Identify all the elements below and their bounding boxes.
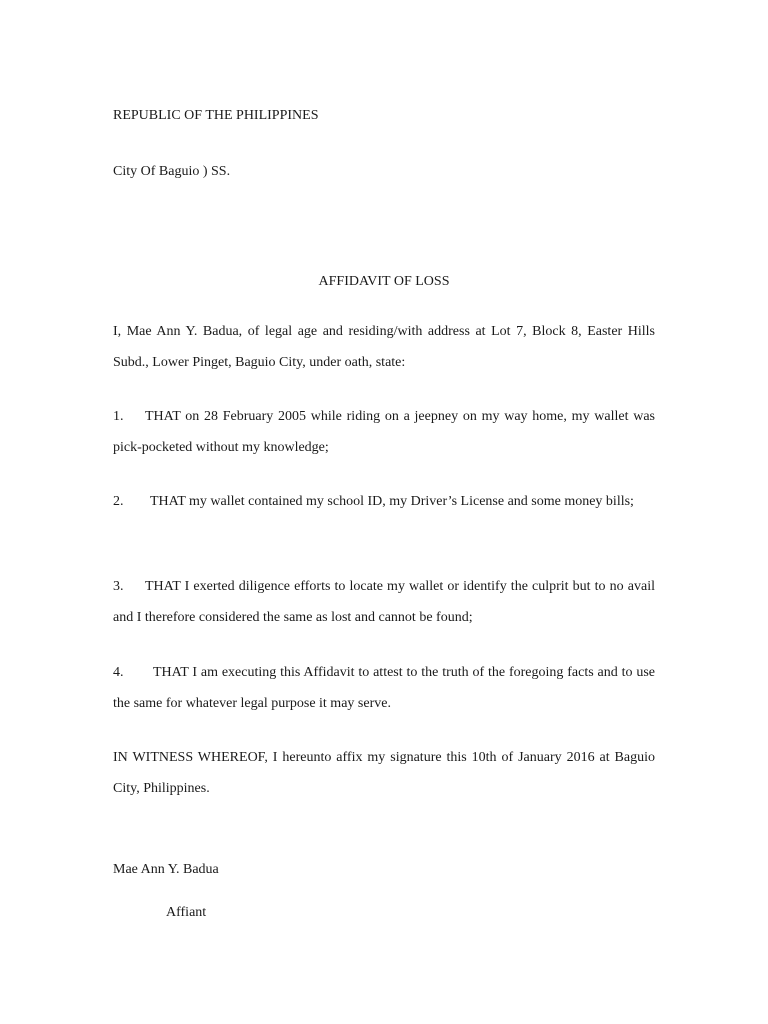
item-text: THAT I am executing this Affidavit to attest to the truth of the foregoing facts and to use the same for whatever legal purpose it may serve. xyxy=(113,665,655,711)
list-item xyxy=(113,486,655,517)
item-number: 2. xyxy=(113,494,124,509)
list-item xyxy=(113,571,655,633)
intro-paragraph: I, Mae Ann Y. Badua, of legal age and residing/with address at Lot 7, Block 8, Easter Hills Subd., Lower Pinget, Baguio City, under oath, state: xyxy=(113,324,655,370)
signatory-name: Mae Ann Y. Badua xyxy=(113,862,219,877)
witness-paragraph: IN WITNESS WHEREOF, I hereunto affix my signature this 10th of January 2016 at Baguio City, Philippines. xyxy=(113,750,655,796)
document-title: AFFIDAVIT OF LOSS xyxy=(318,274,450,289)
item-number: 3. xyxy=(113,579,124,594)
item-number: 1. xyxy=(113,409,124,424)
venue-line: City Of Baguio ) SS. xyxy=(113,164,231,179)
item-number: 4. xyxy=(113,665,124,680)
item-text: THAT I exerted diligence efforts to locate my wallet or identify the culprit but to no avail and I therefore considered the same as lost and cannot be found; xyxy=(113,579,655,625)
item-text: THAT my wallet contained my school ID, my Driver’s License and some money bills; xyxy=(150,494,634,509)
list-item xyxy=(113,657,655,719)
list-item xyxy=(113,401,655,463)
item-text: THAT on 28 February 2005 while riding on a jeepney on my way home, my wallet was pick-pocketed without my knowledge; xyxy=(113,409,655,455)
affiant-label: Affiant xyxy=(166,905,207,920)
republic-heading: REPUBLIC OF THE PHILIPPINES xyxy=(113,108,319,123)
